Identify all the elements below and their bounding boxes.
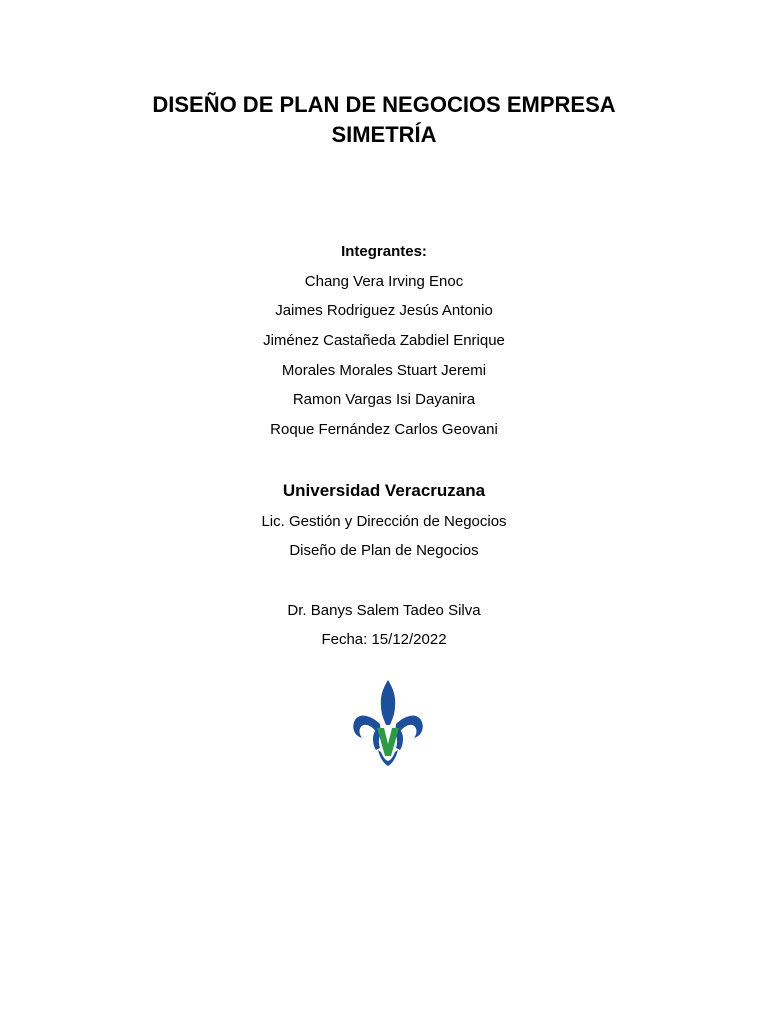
members-heading: Integrantes: [341,243,427,260]
teacher-name: Dr. Banys Salem Tadeo Silva [287,602,481,619]
degree-program: Lic. Gestión y Dirección de Negocios [261,513,507,530]
university-name: Universidad Veracruzana [282,481,486,500]
document-title-line-2: SIMETRÍA [331,122,437,147]
university-logo [350,678,426,768]
member-name: Roque Fernández Carlos Geovani [270,421,498,438]
document-title-line-1: DISEÑO DE PLAN DE NEGOCIOS EMPRESA [152,92,616,117]
member-name: Morales Morales Stuart Jeremi [281,362,487,379]
date-line: Fecha: 15/12/2022 [321,631,447,648]
member-name: Jiménez Castañeda Zabdiel Enrique [263,332,505,349]
member-name: Chang Vera Irving Enoc [304,273,464,290]
member-name: Jaimes Rodriguez Jesús Antonio [275,302,493,319]
member-name: Ramon Vargas Isi Dayanira [292,391,476,408]
course-name: Diseño de Plan de Negocios [289,542,479,559]
